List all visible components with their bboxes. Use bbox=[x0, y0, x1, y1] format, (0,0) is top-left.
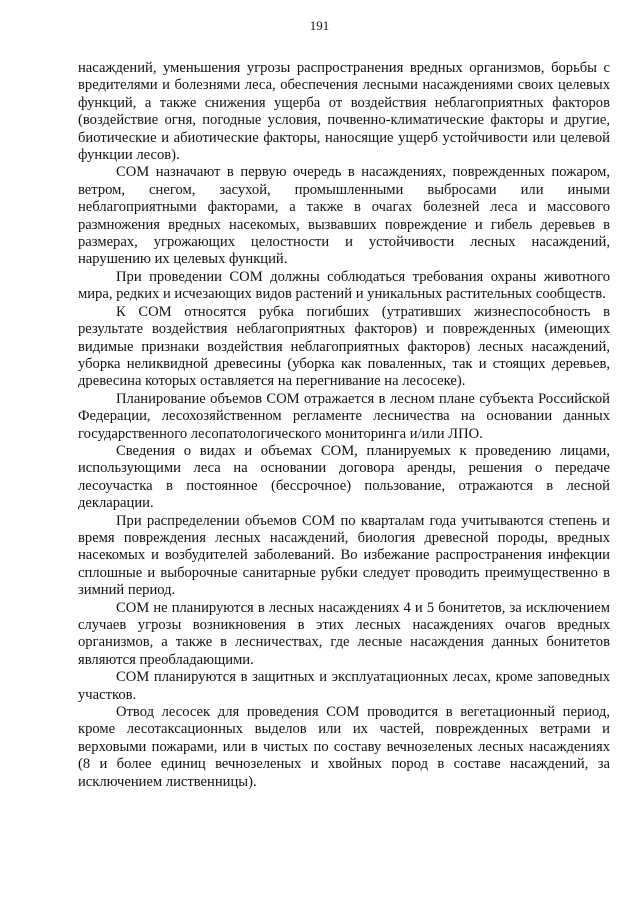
paragraph-bonitet-exclusion: СОМ не планируются в лесных насаждениях 4 и 5 бонитетов, за исключением случаев угрозы возникновения в этих лесных насаждениях очагов вредных организмов, а также в лесничествах, где лесные насаждения данных бонитетов являются преобладающими. bbox=[78, 599, 610, 668]
document-body bbox=[78, 60, 610, 791]
page-number: 191 bbox=[309, 18, 330, 33]
paragraph-som-types: К СОМ относятся рубка погибших (утративших жизнеспособность в результате воздействия неблагоприятных факторов) и поврежденных (имеющих видимые признаки воздействия неблагоприятных факторов) лесных насаждений, уборка неликвидной древесины (уборка как поваленных, так и стоящих деревьев, древесина которых оставляется на перегнивание на лесосеке). bbox=[78, 303, 610, 390]
paragraph-cutting-area-allotment: Отвод лесосек для проведения СОМ проводится в вегетационный период, кроме лесотаксационных выделов или их частей, поврежденных ветрами и верховыми пожарами, или в чистых по составу вечнозеленых лесных насаждениях (8 и более единиц вечнозеленых и хвойных пород в составе насаждений, за исключением лиственницы). bbox=[78, 704, 610, 790]
paragraph-wildlife-protection: При проведении СОМ должны соблюдаться требования охраны животного мира, редких и исчезающих видов растений и уникальных растительных сообществ. bbox=[78, 268, 610, 303]
paragraph-continuation: насаждений, уменьшения угрозы распространения вредных организмов, борьбы с вредителями и болезнями леса, обеспечения лесными насаждениями своих целевых функций, а также снижения ущерба от воздействия неблагоприятных факторов (воздействие огня, погодные условия, почвенно-климатические факторы и другие, биотические и абиотические факторы, наносящие ущерб устойчивости или целевой функции лесов). bbox=[78, 60, 610, 164]
paragraph-quarterly-distribution: При распределении объемов СОМ по кварталам года учитываются степень и время повреждения лесных насаждений, биология древесной породы, вредных насекомых и возбудителей заболеваний. Во избежание распространения инфекции сплошные и выборочные санитарные рубки следует проводить преимущественно в зимний период. bbox=[78, 512, 610, 599]
paragraph-som-assignment: СОМ назначают в первую очередь в насаждениях, поврежденных пожаром, ветром, снегом, засухой, промышленными выбросами или иными неблагоприятными факторами, а также в очагах болезней леса и массового размножения вредных насекомых, вызвавших повреждение и гибель деревьев в размерах, угрожающих целостности и устойчивости лесных насаждений, нарушению их целевых функций. bbox=[78, 164, 610, 268]
paragraph-protective-forests: СОМ планируются в защитных и эксплуатационных лесах, кроме заповедных участков. bbox=[78, 669, 610, 703]
paragraph-volume-planning: Планирование объемов СОМ отражается в лесном плане субъекта Российской Федерации, лесохозяйственном регламенте лесничества на основании данных государственного лесопатологического мониторинга и/или ЛПО. bbox=[78, 390, 610, 442]
paragraph-forest-declaration: Сведения о видах и объемах СОМ, планируемых к проведению лицами, использующими леса на основании договора аренды, решения о передаче лесоучастка в постоянное (бессрочное) пользование, отражаются в лесной декларации. bbox=[78, 442, 610, 512]
